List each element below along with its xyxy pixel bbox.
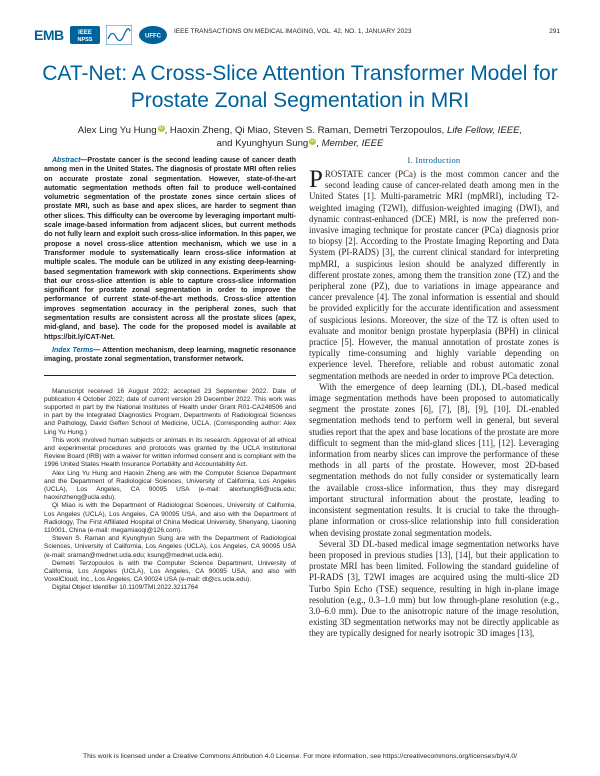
author-separator: , — [316, 138, 319, 149]
license-notice: This work is licensed under a Creative Commons Attribution 4.0 License. For more information, see https://creativecommons.org/licenses/by/4.0/ — [82, 753, 518, 760]
footnote-ethics: This work involved human subjects or animals in its research. Approval of all ethical and experimental procedures and protocols was granted by the UCLA Institutional Review Board (IRB) with a waiver for written informed consent and is compliant with the 1996 United States Health Insurance Portability and Accountability Act. — [44, 436, 296, 469]
body-paragraph — [309, 166, 559, 382]
drop-cap: P — [309, 166, 323, 193]
author-grade: Member, IEEE — [321, 138, 384, 149]
running-head — [174, 28, 560, 35]
emb-logo: EMB — [34, 27, 64, 43]
index-terms-text: — Attention mechanism, deep learning, magnetic resonance imaging, prostate zonal segmentation, transformer network. — [44, 346, 297, 364]
journal-citation: IEEE TRANSACTIONS ON MEDICAL IMAGING, VOL. 42, NO. 1, JANUARY 2023 — [174, 28, 412, 35]
left-column — [44, 156, 296, 593]
signal-processing-society-logo — [106, 25, 132, 45]
footnote-affiliation: Alex Ling Yu Hung and Haoxin Zheng are with the Computer Science Department and the Department of Radiological Sciences, University of California, Los Angeles (UCLA), Los Angeles, CA 90095 USA (e-mail: alexhung96@ucla.edu; haoxinzheng@ucla.edu). — [44, 469, 296, 502]
divider — [44, 375, 296, 376]
paper-title: CAT-Net: A Cross-Slice Attention Transformer Model for Prostate Zonal Segmentation in MRI — [42, 62, 558, 112]
abstract-text: —Prostate cancer is the second leading cause of cancer death among men in the United States. The diagnosis of prostate MRI often relies on accurate prostate zonal segmentation. However, state-of-the-art automatic segmentation methods often fail to produce well-contained volumetric segmentation of the prostate zones since certain slices of prostate MRI, such as base and apex slices, are harder to segment than other slices. This difficulty can be overcome by leveraging important multi-scale image-based information from adjacent slices, but current methods do not fully learn and exploit such cross-slice information. In this paper, we propose a novel cross-slice attention mechanism, which we use in a Transformer module to systematically learn cross-slice information at multiple scales. The module can be utilized in any existing deep-learning-based segmentation framework with skip connections. Experiments show that our cross-slice attention is able to capture cross-slice information significant for prostate zonal segmentation in order to improve the performance of current state-of-the-art methods. Cross-slice attention improves segmentation accuracy in the peripheral zones, such that segmentation results are consistent across all the prostate slices (apex, mid-gland, and base). The code for the proposed model is available at https://bit.ly/CAT-Net. — [44, 157, 296, 341]
footnote-affiliation: Demetri Terzopoulos is with the Computer Science Department, University of California, Los Angeles (UCLA), Los Angeles, CA 90095 USA, and also with VoxelCloud, Inc., Los Angeles, CA 90024 USA (e-mail: dt@cs.ucla.edu). — [44, 559, 296, 584]
abstract — [44, 156, 296, 342]
author-grade: Life Fellow, IEEE, — [447, 125, 523, 136]
svg-text:NPSS: NPSS — [77, 37, 93, 43]
author-list — [40, 124, 560, 150]
footnotes — [44, 388, 296, 593]
body-paragraph: With the emergence of deep learning (DL), DL-based medical image segmentation methods have been proposed to automatically segment the prostate zones [6], [7], [8], [9], [10]. DL-enabled segmentation methods tend to perform well in general, but several studies report that the apex and base locations of the prostate are more difficult to segment than the mid-gland slices [11], [12]. Leveraging information from nearby slices can improve the performance of these methods in all parts of the prostate. However, most 2D-based segmentation methods do not fully consider or systematically learn the available cross-slice information, thus they may disregard important structural information about the prostate, leading to inconsistent segmentation results. It is crucial to take the through-plane information or cross-slice relationship into full consideration when devising prostate zonal segmentation models. — [309, 381, 559, 538]
abstract-label: Abstract — [52, 157, 81, 164]
footnote-doi: Digital Object Identifier 10.1109/TMI.2022.3211764 — [52, 584, 199, 592]
index-terms — [44, 346, 296, 365]
footnote-affiliation: Qi Miao is with the Department of Radiological Sciences, University of California, Los Angeles (UCLA), Los Angeles, CA 90095 USA, and also with the Department of Radiology, The First Affiliated Hospital of China Medical University, Shenyang, Liaoning 110001, China (e-mail: megamiaoqi@126.com). — [44, 502, 296, 534]
footnote-manuscript: Manuscript received 16 August 2022; accepted 23 September 2022. Date of publication 4 October 2022; date of current version 29 December 2022. This work was supported in part by the National Institutes of Health under Grant R01-CA248506 and in part by the Integrated Diagnostics Program, Departments of Radiological Sciences and Pathology, David Geffen School of Medicine, UCLA. (Corresponding author: Alex Ling Yu Hung.) — [44, 387, 296, 436]
publisher-logos — [34, 24, 168, 46]
footnote-affiliation: Steven S. Raman and Kyunghyun Sung are with the Department of Radiological Sciences, University of California, Los Angeles (UCLA), Los Angeles, CA 90095 USA (e-mail: sraman@mednet.ucla.edu; ksung@mednet.ucla.edu). — [44, 535, 296, 559]
uffc-logo — [138, 25, 168, 45]
author-name: Alex Ling Yu Hung — [77, 125, 157, 136]
body-paragraph: Several 3D DL-based medical image segmentation networks have been proposed in previous studies [13], [14], but their application to prostate MRI has been limited. Following the standard guideline of PI-RADS [3], T2WI images are acquired using the multi-slice 2D Turbo Spin Echo (TSE) sequence, resulting in high in-plane image resolution (e.g., 0.3–1.0 mm) but low through-plane resolution (e.g., 3.0–6.0 mm). Due to the anisotropic nature of the image resolution, existing 3D segmentation networks may not be directly applicable as they are typically designed for nearly isotropic 3D images [13], — [309, 538, 559, 639]
page-number: 291 — [549, 28, 560, 35]
ieee-npss-logo — [70, 26, 100, 44]
svg-text:UFFC: UFFC — [144, 33, 161, 40]
svg-text:IEEE: IEEE — [77, 30, 92, 36]
section-heading: I. Introduction — [407, 156, 461, 165]
orcid-icon[interactable]: iD — [158, 124, 164, 131]
index-terms-label: Index Terms — [52, 346, 94, 354]
right-column — [309, 156, 559, 640]
orcid-icon[interactable]: iD — [310, 137, 316, 144]
author-name: and Kyunghyun Sung — [216, 138, 309, 149]
paragraph-text: ROSTATE cancer (PCa) is the most common cancer and the second leading cause of cancer-related death among men in the United States [1]. Multi-parametric MRI (mpMRI), including T2-weighted imaging (T2WI), diffusion-weighted imaging (DWI), and dynamic contrast-enhanced (DCE) MRI, is now the preferred non-invasive imaging technique for prostate cancer (PCa) diagnosis prior to biopsy [2]. According to the Prostate Imaging Reporting and Data System (PI-RADS) [3], the current clinical standard for interpreting mpMRI, a suspicious lesion should be analyzed differently in different prostate zones, among them the transition zone (TZ) and the peripheral zone (PZ), due to variations in image appearance and cancer prevalence [4]. The zonal information is essential and should be provided explicitly for the accurate identification and assessment of suspicious lesions. Moreover, the size of the TZ is often used to evaluate and monitor benign prostate hyperplasia (BPH) in clinical practice [5]. However, the manual annotation of prostate zones is typically time-consuming and highly variable depending on experience level. Therefore, reliable and robust automatic zonal segmentation methods are needed in order to improve PCa detection. — [309, 169, 559, 381]
author-names: , Haoxin Zheng, Qi Miao, Steven S. Raman, Demetri Terzopoulos, — [164, 125, 445, 136]
